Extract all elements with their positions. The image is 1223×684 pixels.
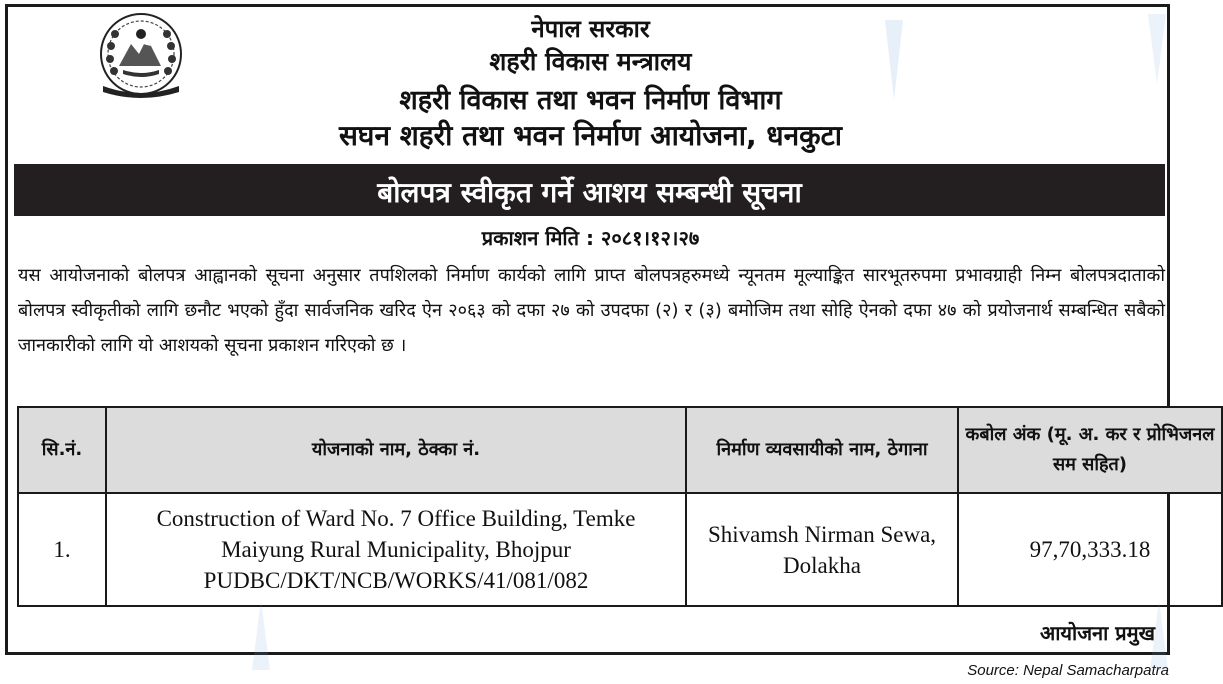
publication-date: प्रकाशन मिति : २०८१।१२।२७ bbox=[481, 226, 700, 250]
table-header-row bbox=[18, 407, 1222, 493]
cell-serial-number: 1. bbox=[18, 493, 106, 606]
header-serial-number: सि.नं. bbox=[18, 407, 106, 493]
source-credit: Source: Nepal Samacharpatra bbox=[967, 662, 1169, 679]
award-table bbox=[17, 406, 1223, 607]
notice-body-text: यस आयोजनाको बोलपत्र आह्वानको सूचना अनुसार तपशिलको निर्माण कार्यको लागि प्राप्त बोलपत्रहरुमध्ये न्यूनतम मूल्याङ्कित सारभूतरुपमा प्रभावग्राही निम्न बोलपत्रदाताको बोलपत्र स्वीकृतीको लागि छनौट भएको हुँदा सार्वजनिक खरिद ऐन २०६३ को दफा २७ को उपदफा (२) र (३) बमोजिम तथा सोहि ऐनको दफा ४७ को प्रयोजनार्थ सम्बन्धित सबैको जानकारीको लागि यो आशयको सूचना प्रकाशन गरिएको छ । bbox=[18, 265, 1165, 356]
header-contractor: निर्माण व्यवसायीको नाम, ठेगाना bbox=[686, 407, 958, 493]
header-government-name: नेपाल सरकार bbox=[531, 15, 650, 43]
signature-project-chief: आयोजना प्रमुख bbox=[1039, 621, 1155, 645]
notice-title: बोलपत्र स्वीकृत गर्ने आशय सम्बन्धी सूचना bbox=[377, 176, 802, 209]
cell-project: Construction of Ward No. 7 Office Building, Temke Maiyung Rural Municipality, Bhojpur PUDBC/DKT/NCB/WORKS/41/081/082 bbox=[106, 493, 686, 606]
header-project: योजनाको नाम, ठेक्का नं. bbox=[106, 407, 686, 493]
header-department-name: शहरी विकास तथा भवन निर्माण विभाग bbox=[399, 85, 782, 116]
header-ministry-name: शहरी विकास मन्त्रालय bbox=[489, 47, 692, 76]
cell-bid-amount: 97,70,333.18 bbox=[958, 493, 1222, 606]
header-bid-amount: कबोल अंक (मू. अ. कर र प्रोभिजनल सम सहित) bbox=[958, 407, 1222, 493]
notice-title-banner bbox=[14, 164, 1165, 216]
cell-contractor: Shivamsh Nirman Sewa, Dolakha bbox=[686, 493, 958, 606]
header-project-name: सघन शहरी तथा भवन निर्माण आयोजना, धनकुटा bbox=[339, 119, 842, 152]
table-row bbox=[18, 493, 1222, 606]
